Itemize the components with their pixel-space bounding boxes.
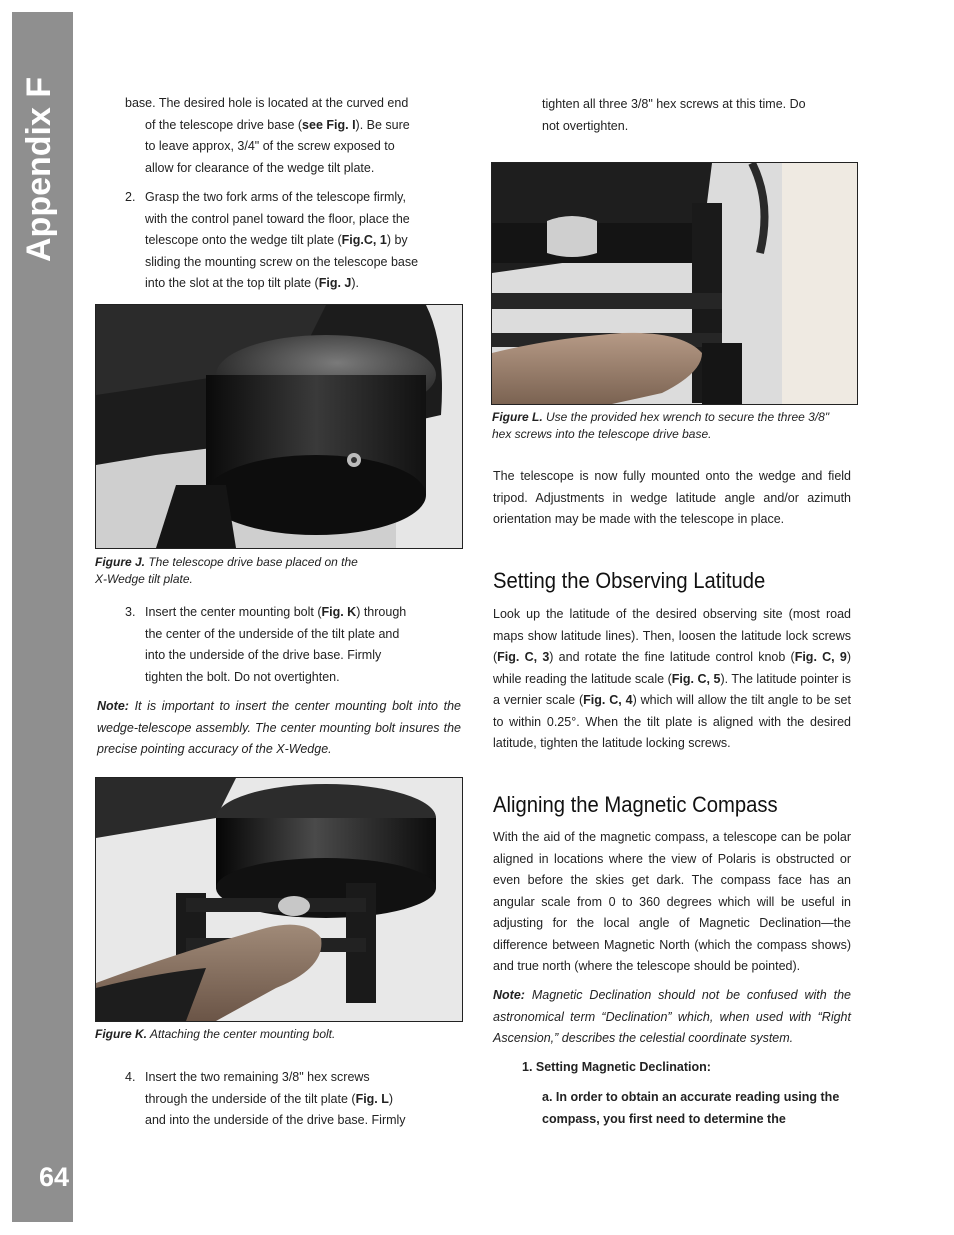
subheading-magnetic-declination: 1. Setting Magnetic Declination: bbox=[522, 1060, 711, 1074]
page-number: 64 bbox=[39, 1162, 70, 1192]
note-declination: Note: Magnetic Declination should not be confused with the astronomical term “Declination” which, when used with “Right Ascension,” describes the celestial coordinate system. bbox=[493, 988, 851, 1045]
sidebar bbox=[12, 12, 73, 1222]
list-item-step-2: 2. Grasp the two fork arms of the telescope firmly, with the control panel toward the floor, place the telescope onto the wedge tilt plate (Fig.C, 1) by sliding the mounting screw on the telescope base into the slot at the top tilt plate (Fig. J). bbox=[125, 190, 419, 290]
figure-j-caption: Figure J. The telescope drive base placed on the X-Wedge tilt plate. bbox=[95, 555, 358, 586]
intro-paragraph: base. The desired hole is located at the curved end of the telescope drive base (see Fig. I). Be sure to leave approx, 3/4" of the screw exposed to allow for clearance of the wedge tilt plate. bbox=[125, 96, 410, 175]
heading-magnetic-compass: Aligning the Magnetic Compass bbox=[493, 792, 778, 817]
figure-k-caption: Figure K. Attaching the center mounting bolt. bbox=[95, 1027, 336, 1041]
heading-observing-latitude: Setting the Observing Latitude bbox=[493, 568, 766, 593]
figure-k-photo bbox=[95, 777, 463, 1022]
figure-l-caption: Figure L. Use the provided hex wrench to secure the three 3/8" hex screws into the telescope drive base. bbox=[492, 410, 830, 441]
section-title: Appendix F bbox=[20, 76, 58, 262]
note-mounting-bolt: Note: It is important to insert the center mounting bolt into the wedge-telescope assembly. The center mounting bolt insures the precise pointing accuracy of the X-Wedge. bbox=[97, 699, 461, 756]
compass-paragraph: With the aid of the magnetic compass, a telescope can be polar aligned in locations where the view of Polaris is obstructed or even before the skies get dark. The compass face has an angular scale from 0 to 360 degrees which will be useful in adjusting for the local angle of Magnetic Declination—the difference between Magnetic North (which the compass shows) and true north (where the telescope should be pointed). bbox=[493, 830, 851, 973]
step-4-continued: tighten all three 3/8" hex screws at this time. Do not overtighten. bbox=[542, 97, 806, 133]
substep-a: a. In order to obtain an accurate reading using the compass, you first need to determine the bbox=[542, 1090, 840, 1126]
mounted-paragraph: The telescope is now fully mounted onto the wedge and field tripod. Adjustments in wedge latitude angle and/or azimuth orientation may be made with the telescope in place. bbox=[493, 469, 851, 526]
figure-l-photo bbox=[491, 162, 858, 405]
latitude-paragraph: Look up the latitude of the desired observing site (most road maps show latitude lines). Then, loosen the latitude lock screws (Fig. C, 3) and rotate the fine latitude control knob (Fig. C, 9) while reading the latitude scale (Fig. C, 5). The latitude pointer is a vernier scale (Fig. C, 4) which will allow the tilt angle to be set to within 0.25°. When the tilt plate is aligned with the desired latitude, tighten the latitude locking screws. bbox=[493, 607, 851, 750]
list-item-step-3: 3. Insert the center mounting bolt (Fig. K) through the center of the underside of the tilt plate and into the underside of the drive base. Firmly tighten the bolt. Do not overtighten. bbox=[125, 605, 407, 684]
list-item-step-4: 4. Insert the two remaining 3/8" hex screws through the underside of the tilt plate (Fig. L) and into the underside of the drive base. Firmly bbox=[125, 1070, 406, 1127]
figure-j-photo bbox=[95, 304, 463, 549]
